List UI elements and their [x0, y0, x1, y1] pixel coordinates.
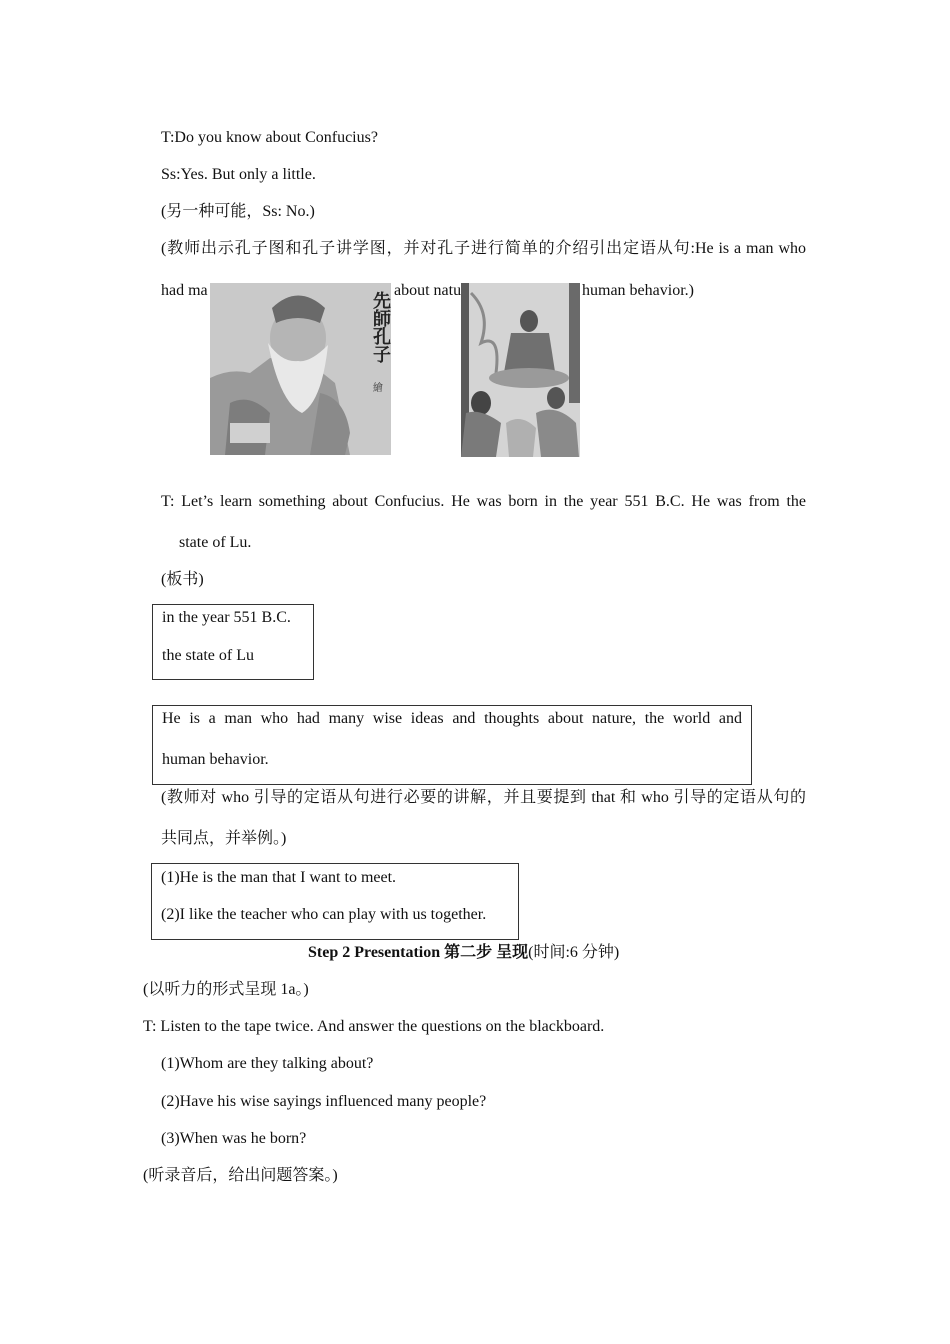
step2-time: (时间:6 分钟) — [528, 944, 620, 961]
blackboard-box-sentence — [152, 705, 752, 785]
step2-heading — [308, 943, 619, 963]
question-2: (2)Have his wise sayings influenced many people? — [161, 1093, 487, 1110]
board-sentence-line-2: human behavior. — [162, 751, 269, 768]
teacher-instruction-fragment-b: about natu — [394, 282, 462, 299]
step2-after-note: (听录音后，给出问题答案。) — [143, 1167, 338, 1184]
question-1: (1)Whom are they talking about? — [161, 1055, 374, 1072]
board-label: (板书) — [161, 571, 204, 588]
confucius-portrait-illustration — [210, 283, 391, 455]
confucius-teaching-illustration — [461, 283, 580, 457]
example-box — [151, 863, 519, 940]
teacher-instruction-fragment-a: had ma — [161, 282, 208, 299]
explain-line-1: (教师对 who 引导的定语从句进行必要的讲解，并且要提到 that 和 who 引导的定语从句的 — [161, 789, 806, 806]
dialogue-note-1: (另一种可能，Ss: No.) — [161, 203, 315, 220]
board-sentence-line-1: He is a man who had many wise ideas and thoughts about nature, the world and — [162, 710, 742, 727]
blackboard-box-facts — [152, 604, 314, 680]
portrait-calligraphy: 先師孔子 — [370, 291, 391, 363]
dialogue-line-1: T:Do you know about Confucius? — [161, 129, 378, 146]
explain-line-2: 共同点，并举例。) — [161, 830, 287, 847]
board-fact-year: in the year 551 B.C. — [162, 609, 291, 626]
learn-line-2: state of Lu. — [179, 534, 252, 551]
teacher-instruction-fragment-c: human behavior.) — [582, 282, 694, 299]
example-2: (2)I like the teacher who can play with us together. — [161, 906, 487, 923]
portrait-seal: 繪 — [373, 383, 383, 394]
learn-line-1: T: Let’s learn something about Confucius. He was born in the year 551 B.C. He was from the — [161, 493, 806, 510]
step2-title: Step 2 Presentation 第二步 呈现 — [308, 944, 529, 961]
dialogue-line-2: Ss:Yes. But only a little. — [161, 166, 316, 183]
example-1: (1)He is the man that I want to meet. — [161, 869, 397, 886]
confucius-teaching-image — [461, 283, 580, 457]
board-fact-state: the state of Lu — [162, 647, 254, 664]
confucius-portrait-image — [210, 283, 391, 455]
teacher-instruction-line-1: (教师出示孔子图和孔子讲学图，并对孔子进行简单的介绍引出定语从句:He is a man who — [161, 240, 806, 257]
step2-instruction: T: Listen to the tape twice. And answer the questions on the blackboard. — [143, 1018, 605, 1035]
question-3: (3)When was he born? — [161, 1130, 307, 1147]
step2-note: (以听力的形式呈现 1a。) — [143, 981, 309, 998]
